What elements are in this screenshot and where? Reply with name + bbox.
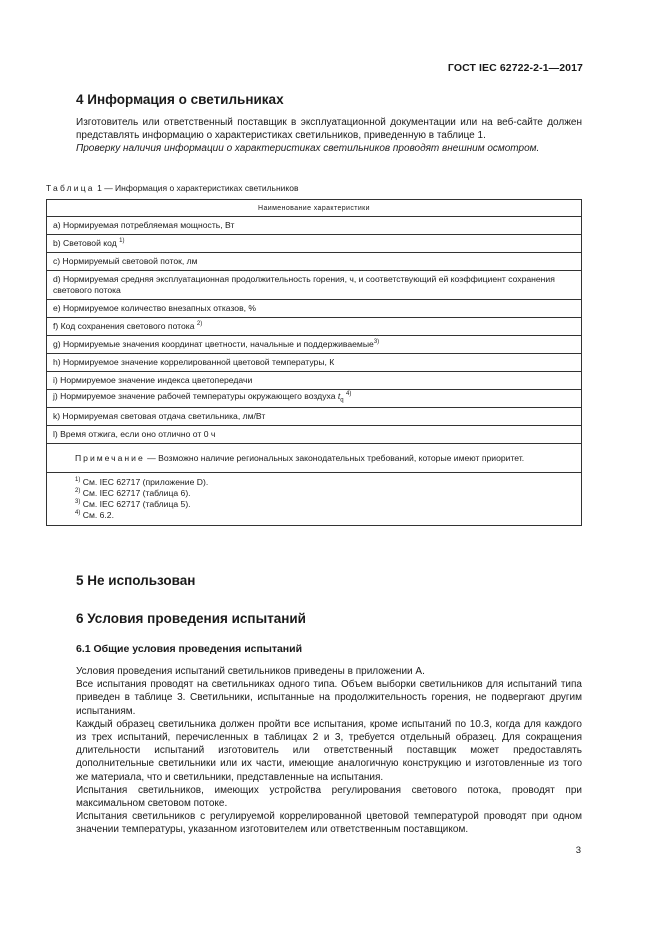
section-4-title: 4 Информация о светильниках <box>76 92 284 107</box>
table-row: l) Время отжига, если оно отлично от 0 ч <box>47 426 582 444</box>
section-4-text <box>76 116 582 156</box>
paragraph: Испытания светильников, имеющих устройства регулирования светового потока, проводят при максимальном световом потоке. <box>76 784 582 810</box>
table-footnotes-row <box>47 473 582 526</box>
note-label: Примечание <box>75 452 145 463</box>
footnote: $^{2)}$ См. IEC 62717 (таблица 6). <box>75 488 191 498</box>
footnote: $^{4)}$ См. 6.2. <box>75 510 114 520</box>
footnote-ref: 2) <box>196 321 203 327</box>
section-4-paragraph-1: Изготовитель или ответственный поставщик в эксплуатационной документации или на веб-сайте должен представлять информацию о характеристиках светильников, приведенную в таблице 1. <box>76 117 582 142</box>
table-row: c) Нормируемый световой поток, лм <box>47 253 582 271</box>
document-header: ГОСТ IEC 62722-2-1—2017 <box>447 62 583 74</box>
paragraph: Все испытания проводят на светильниках одного типа. Объем выборки светильников для испытаний типа приведен в таблице 3. Светильники, испытанные на продолжительность горения, не подвергают другим испытаниям. <box>76 679 582 717</box>
table-1-caption: Таблица 1 — Информация о характеристиках светильников <box>46 183 299 193</box>
table-row: a) Нормируемая потребляемая мощность, Вт <box>47 217 582 235</box>
section-6-1-text <box>76 665 582 837</box>
table-row: i) Нормируемое значение индекса цветопередачи <box>47 372 582 390</box>
table-1 <box>46 199 582 526</box>
table-row: f) Код сохранения светового потока $^{2)}$ <box>47 318 582 336</box>
paragraph: Испытания светильников с регулируемой коррелированной цветовой температурой проводят при одном значении температуры, указанном изготовителем или ответственным поставщиком. <box>76 811 582 836</box>
note-text: — Возможно наличие региональных законодательных требований, которые имеют приоритет. <box>147 452 525 463</box>
footnote-ref: 4) <box>345 390 352 397</box>
variable-symbol: t <box>337 390 341 401</box>
table-row: g) Нормируемые значения координат цветности, начальные и поддерживаемые$^{3)}$ <box>47 336 582 354</box>
table-row: e) Нормируемое количество внезапных отказов, % <box>47 300 582 318</box>
paragraph: Условия проведения испытаний светильников приведены в приложении А. <box>76 666 425 677</box>
table-row: b) Световой код $^{1)}$ <box>47 235 582 253</box>
page-number: 3 <box>575 845 581 856</box>
footnote-ref: 1) <box>119 238 125 244</box>
table-row: h) Нормируемое значение коррелированной цветовой температуры, К <box>47 354 582 372</box>
table-row: j) Нормируемое значение рабочей температуры окружающего воздуха $t_q$ $^{4)}$ <box>47 390 582 408</box>
section-4-paragraph-2: Проверку наличия информации о характеристиках светильников проводят внешним осмотром. <box>76 143 540 155</box>
table-note-row <box>47 444 582 473</box>
table-header-row <box>47 200 582 217</box>
paragraph: Каждый образец светильника должен пройти все испытания, кроме испытаний по 10.3, когда для каждого из трех испытаний, перечисленных в таблицах 2 и 3, требуется отдельный образец. Для сокращения длительности испытаний изготовитель или ответственный поставщик может предоставлять дополнительные светильники или их части, имеющие аналогичную конструкцию и изготовленные из того же материала, что и светильники, представленные на испытания. <box>76 718 582 783</box>
table-row: d) Нормируемая средняя эксплуатационная продолжительность горения, ч, и соответствующий ей коэффициент сохранения светового потока <box>47 271 582 300</box>
section-5-title: 5 Не использован <box>76 573 196 588</box>
section-6-title: 6 Условия проведения испытаний <box>76 611 306 626</box>
table-column-header: Наименование характеристики <box>47 200 582 217</box>
footnote: $^{3)}$ См. IEC 62717 (таблица 5). <box>75 499 191 509</box>
footnote: $^{1)}$ См. IEC 62717 (приложение D). <box>75 477 209 487</box>
table-row: k) Нормируемая световая отдача светильника, лм/Вт <box>47 408 582 426</box>
section-6-1-title: 6.1 Общие условия проведения испытаний <box>76 643 303 655</box>
footnote-ref: 3) <box>373 339 380 345</box>
